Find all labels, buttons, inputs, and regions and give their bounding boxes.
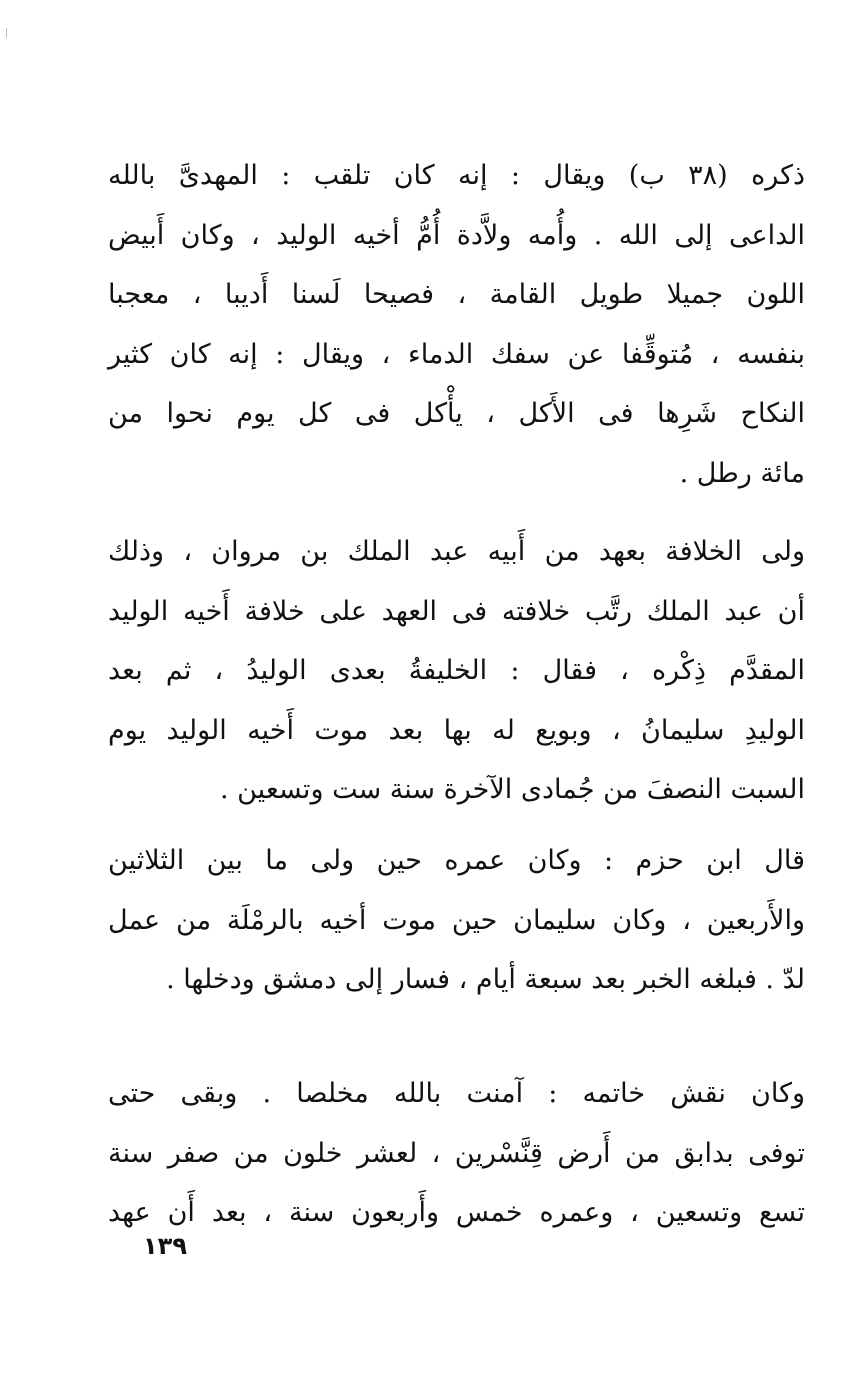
text-line: الداعى إلى الله . وأُمه ولاَّدة أُمُّ أخيه الوليد ، وكان أَبيض <box>108 219 805 251</box>
text-line: توفى بدابق من أَرض قِنَّسْرين ، لعشر خلون من صفر سنة <box>108 1137 805 1169</box>
text-line: قال ابن حزم : وكان عمره حين ولى ما بين الثلاثين <box>108 845 805 876</box>
page-number: ١٣٩ <box>143 1232 187 1260</box>
text-line: والأَربعين ، وكان سليمان حين موت أخيه بالرمْلَة من عمل <box>108 904 805 936</box>
paragraph-1 <box>108 146 805 503</box>
text-line: ولى الخلافة بعهد من أَبيه عبد الملك بن مروان ، وذلك <box>108 536 805 567</box>
text-line: تسع وتسعين ، وعمره خمس وأَربعون سنة ، بعد أَن عهد <box>108 1197 805 1228</box>
paragraph-4 <box>108 1064 805 1243</box>
paragraph-2 <box>108 522 805 820</box>
text-line: وكان نقش خاتمه : آمنت بالله مخلصا . وبقى حتى <box>108 1078 805 1109</box>
text-line: ذكره (٣٨ ب) ويقال : إنه كان تلقب : المهدىَّ بالله <box>108 160 805 191</box>
text-line: الوليدِ سليمانُ ، وبويع له بها بعد موت أَخيه الوليد يوم <box>108 714 805 746</box>
paragraph-3 <box>108 831 805 1010</box>
text-line: اللون جميلا طويل القامة ، فصيحا لَسنا أَديبا ، معجبا <box>108 279 805 310</box>
text-line: لدّ . فبلغه الخبر بعد سبعة أيام ، فسار إلى دمشق ودخلها . <box>166 964 805 995</box>
text-line: النكاح شَرِها فى الأَكل ، يأْكل فى كل يوم نحوا من <box>108 398 805 429</box>
scan-mark <box>6 28 7 38</box>
text-line: المقدَّم ذِكْره ، فقال : الخليفةُ بعدى الوليدُ ، ثم بعد <box>108 655 805 686</box>
text-line: السبت النصفَ من جُمادى الآخرة سنة ست وتسعين . <box>219 774 805 805</box>
text-line: أن عبد الملك رتَّب خلافته فى العهد على خلافة أَخيه الوليد <box>108 595 805 627</box>
text-line: بنفسه ، مُتوقِّفا عن سفك الدماء ، ويقال : إنه كان كثير <box>108 338 805 370</box>
text-line: مائة رطل . <box>679 457 805 489</box>
